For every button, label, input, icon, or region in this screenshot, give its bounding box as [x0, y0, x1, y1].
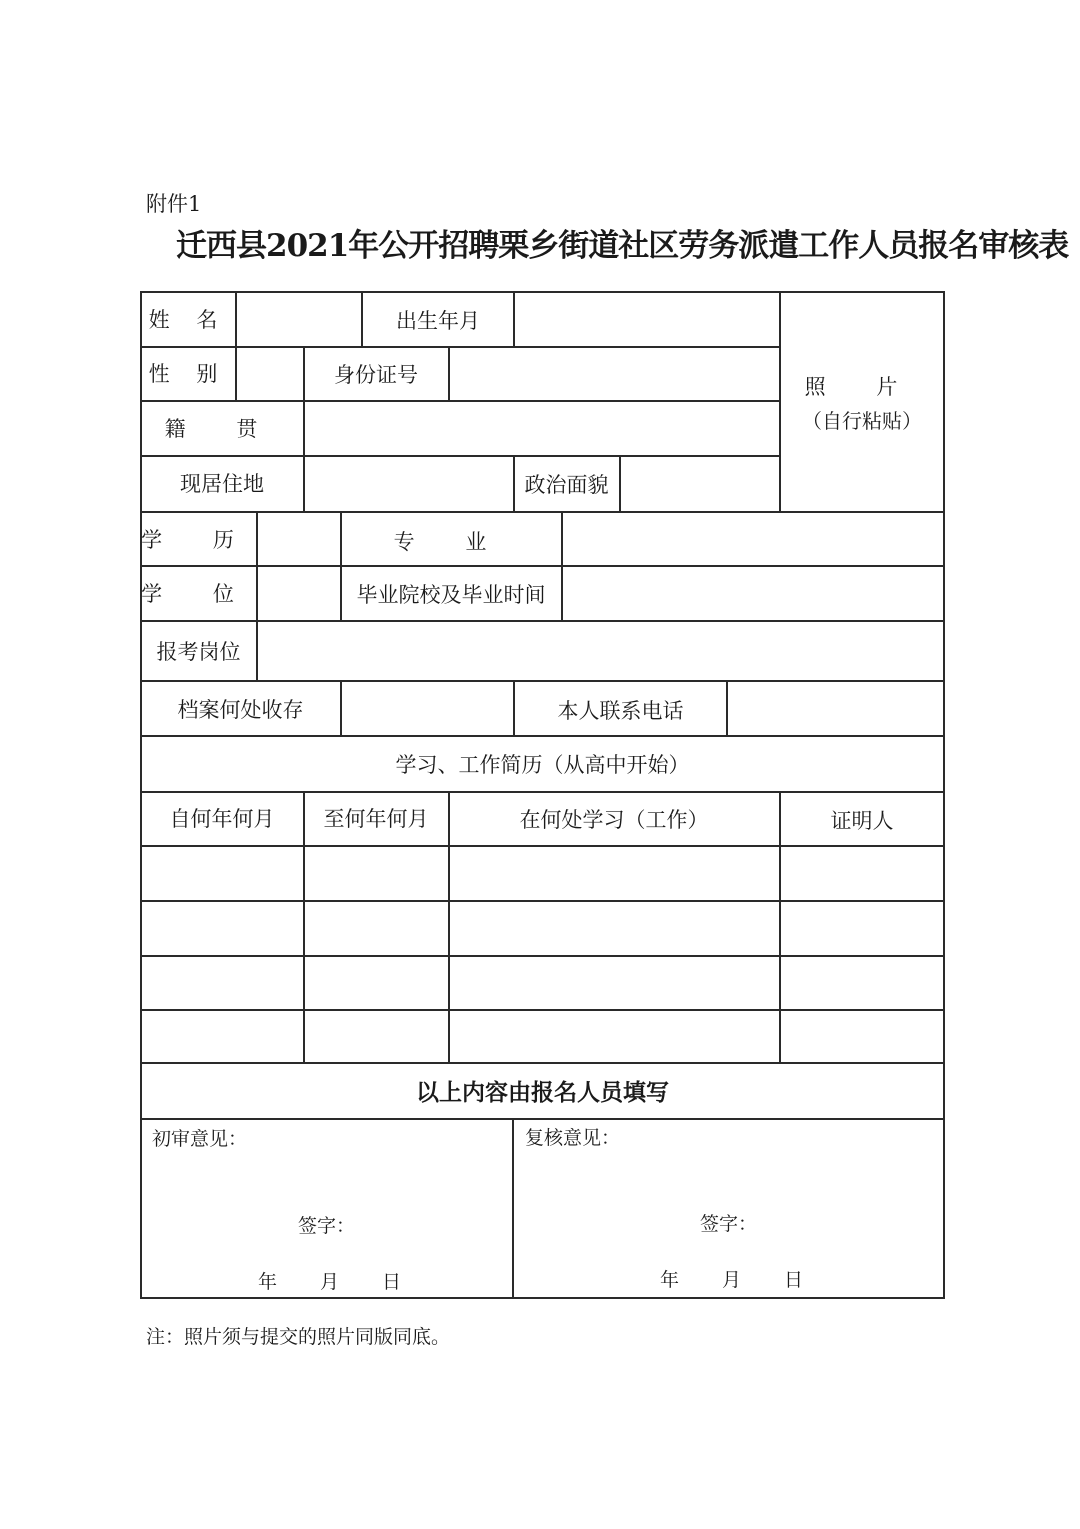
- col-line: [512, 1118, 514, 1299]
- photo-note: （自行粘贴）: [802, 408, 922, 433]
- first-review-date: [258, 1267, 444, 1294]
- form-title: 迁西县2021年公开招聘栗乡街道社区劳务派遣工作人员报名审核表: [176, 228, 1069, 264]
- native-place-field[interactable]: [305, 402, 779, 455]
- birth-label: 出生年月: [396, 308, 480, 333]
- education-label: 学 历: [141, 528, 256, 552]
- photo-label: 照 片: [804, 374, 920, 399]
- archive-label: 档案何处收存: [177, 697, 304, 722]
- id-number-field[interactable]: [450, 348, 779, 400]
- resume-col-place: 在何处学习（工作）: [519, 808, 709, 832]
- year-label: 年: [660, 1269, 680, 1291]
- resume-col-to: 至何年何月: [323, 807, 429, 831]
- year-label: 年: [258, 1271, 278, 1293]
- filled-by-note: 以上内容由报名人员填写: [416, 1079, 669, 1106]
- first-review-label: 初审意见：: [152, 1128, 248, 1150]
- attachment-label: 附件1: [146, 192, 202, 216]
- name-field[interactable]: [237, 293, 361, 346]
- phone-field[interactable]: [728, 682, 943, 735]
- position-field[interactable]: [258, 622, 943, 680]
- footer-note: 注：照片须与提交的照片同版同底。: [146, 1326, 451, 1348]
- school-time-field[interactable]: [563, 567, 943, 620]
- resume-entry-row[interactable]: [142, 847, 943, 900]
- degree-field[interactable]: [258, 567, 340, 620]
- day-label: 日: [382, 1271, 402, 1293]
- photo-box[interactable]: [781, 293, 943, 511]
- degree-label: 学 位: [141, 582, 256, 606]
- resume-col-witness: 证明人: [830, 809, 894, 833]
- resume-col-from: 自何年何月: [169, 807, 275, 831]
- id-number-label: 身份证号: [334, 363, 418, 387]
- form-border-bottom: [140, 1297, 945, 1299]
- residence-label: 现居住地: [180, 472, 264, 496]
- gender-label: 性 别: [148, 362, 228, 386]
- political-label: 政治面貌: [524, 473, 609, 497]
- registration-form: [140, 291, 945, 1299]
- residence-field[interactable]: [305, 457, 513, 511]
- resume-entry-row[interactable]: [142, 1011, 943, 1062]
- resume-entry-row[interactable]: [142, 902, 943, 955]
- major-field[interactable]: [563, 513, 943, 565]
- name-label: 姓 名: [148, 307, 228, 332]
- education-field[interactable]: [258, 513, 340, 565]
- month-label: 月: [320, 1271, 340, 1293]
- school-time-label: 毕业院校及毕业时间: [356, 582, 546, 607]
- gender-field[interactable]: [237, 348, 303, 400]
- phone-label: 本人联系电话: [557, 698, 684, 723]
- birth-field[interactable]: [515, 293, 779, 346]
- resume-entry-row[interactable]: [142, 957, 943, 1009]
- day-label: 日: [784, 1269, 804, 1291]
- second-review-date: [660, 1265, 846, 1292]
- native-place-label: 籍 贯: [164, 417, 280, 441]
- resume-title: 学习、工作简历（从高中开始）: [395, 752, 690, 777]
- political-field[interactable]: [621, 457, 779, 511]
- second-review-label: 复核意见：: [525, 1127, 621, 1149]
- month-label: 月: [722, 1269, 742, 1291]
- archive-field[interactable]: [342, 682, 513, 735]
- second-review-sign: 签字：: [700, 1213, 758, 1235]
- row-line: [140, 1118, 945, 1120]
- major-label: 专 业: [393, 530, 509, 554]
- position-label: 报考岗位: [156, 640, 241, 664]
- first-review-sign: 签字：: [298, 1215, 356, 1237]
